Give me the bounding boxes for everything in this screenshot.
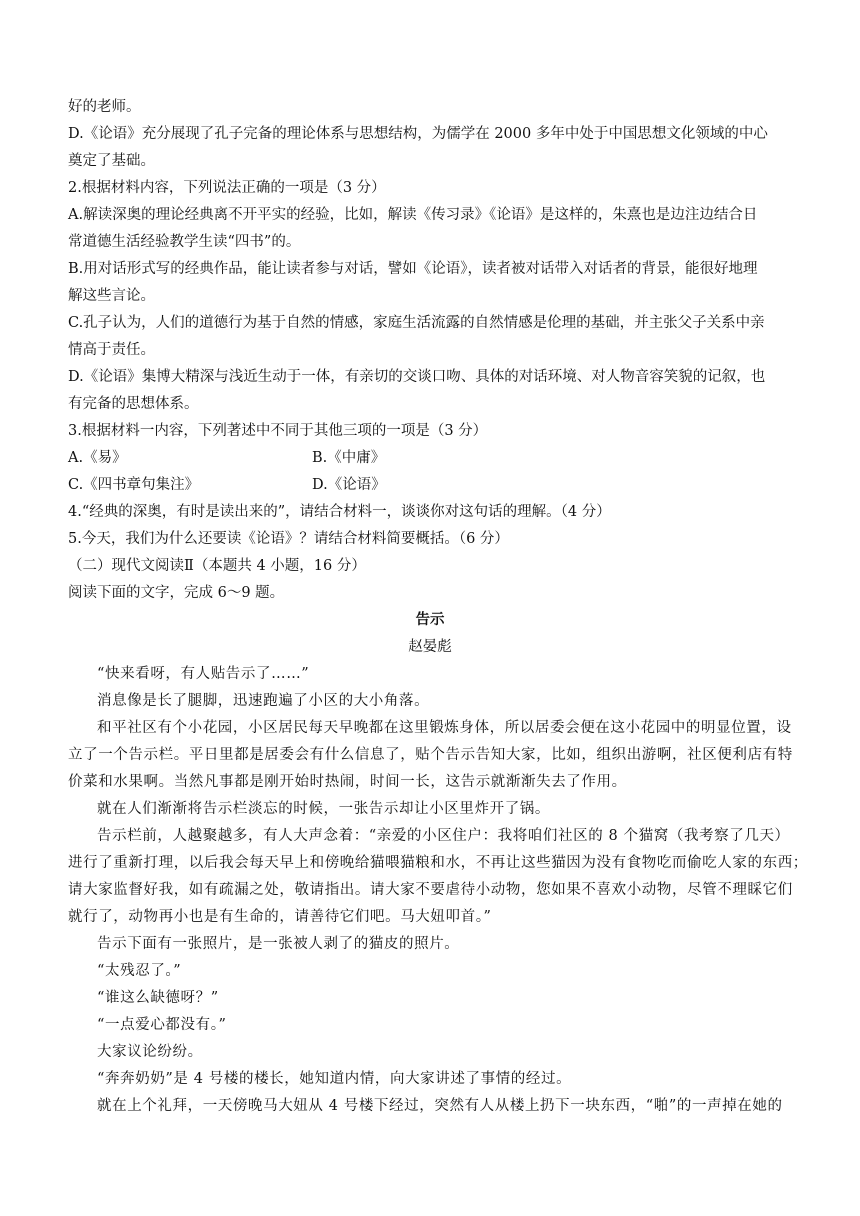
- text-line: 告示栏前，人越聚越多，有人大声念着：“亲爱的小区住户：我将咱们社区的 8 个猫窝（我考察了几天）: [97, 828, 790, 844]
- text-line: 就行了，动物再小也是有生命的，请善待它们吧。马大妞叩首。”: [68, 909, 492, 925]
- text-line: 常道德生活经验教学生读“四书”的。: [68, 234, 301, 250]
- text-line: 告示下面有一张照片，是一张被人剥了的猫皮的照片。: [97, 936, 460, 952]
- text-line: D.《论语》集博大精深与浅近生动于一体，有亲切的交谈口吻、具体的对话环境、对人物音容笑貌的记叙，也: [68, 369, 766, 385]
- story-body: [68, 661, 808, 1120]
- text-line: “一点爱心都没有。”: [97, 1017, 227, 1033]
- text-line: A.解读深奥的理论经典离不开平实的经验，比如，解读《传习录》《论语》是这样的，朱熹也是边注边结合日: [68, 207, 758, 223]
- question-block: [68, 94, 792, 445]
- text-line: 4.“经典的深奥，有时是读出来的”，请结合材料一，谈谈你对这句话的理解。（4 分）: [68, 504, 611, 520]
- text-line: 5.今天，我们为什么还要读《论语》？请结合材料简要概括。（6 分）: [68, 531, 509, 547]
- text-line: 2.根据材料内容，下列说法正确的一项是（3 分）: [68, 180, 386, 196]
- text-line: D.《论语》充分展现了孔子完备的理论体系与思想结构，为儒学在 2000 多年中处于中国思想文化领域的中心: [68, 126, 768, 142]
- text-line: 请大家监督好我，如有疏漏之处，敬请指出。请大家不要虐待小动物，您如果不喜欢小动物，尽管不理睬它们: [68, 882, 793, 898]
- text-line: “太残忍了。”: [97, 963, 182, 979]
- text-line: C.孔子认为，人们的道德行为基于自然的情感，家庭生活流露的自然情感是伦理的基础，并主张父子关系中亲: [68, 315, 765, 331]
- text-line: 阅读下面的文字，完成 6～9 题。: [68, 585, 285, 601]
- option-d: D.《论语》: [312, 477, 386, 493]
- text-line: 就在上个礼拜，一天傍晚马大妞从 4 号楼下经过，突然有人从楼上扔下一块东西，“啪”的一声掉在她的: [97, 1098, 783, 1114]
- text-line: 3.根据材料一内容，下列著述中不同于其他三项的一项是（3 分）: [68, 423, 488, 439]
- text-line: “快来看呀，有人贴告示了……”: [97, 666, 310, 682]
- text-line: B.用对话形式写的经典作品，能让读者参与对话，譬如《论语》，读者被对话带入对话者的背景，能很好地理: [68, 261, 758, 277]
- text-line: 好的老师。: [68, 99, 141, 115]
- option-b: B.《中庸》: [312, 450, 386, 466]
- option-c: C.《四书章句集注》: [68, 477, 200, 493]
- text-line: 大家议论纷纷。: [97, 1044, 203, 1060]
- document-body: [68, 94, 808, 1120]
- text-line: “谁这么缺德呀？”: [97, 990, 219, 1006]
- text-line: 解这些言论。: [68, 288, 155, 304]
- text-line: 情高于责任。: [68, 342, 155, 358]
- story-author: 赵晏彪: [408, 639, 452, 655]
- text-line: 立了一个告示栏。平日里都是居委会有什么信息了，贴个告示告知大家，比如，组织出游啊，社区便利店有特: [68, 747, 793, 763]
- text-line: 价菜和水果啊。当然凡事都是刚开始时热闹，时间一长，这告示就渐渐失去了作用。: [68, 774, 627, 790]
- text-line: （二）现代文阅读Ⅱ（本题共 4 小题，16 分）: [68, 558, 366, 574]
- option-a: A.《易》: [68, 450, 127, 466]
- option-row: [68, 472, 792, 499]
- text-line: 进行了重新打理，以后我会每天早上和傍晚给猫喂猫粮和水，不再让这些猫因为没有食物吃而偷吃人家的东西；: [68, 855, 808, 871]
- text-line: 奠定了基础。: [68, 153, 155, 169]
- text-line: “奔奔奶奶”是 4 号楼的楼长，她知道内情，向大家讲述了事情的经过。: [97, 1071, 572, 1087]
- story-title: 告示: [415, 612, 445, 628]
- text-line: 有完备的思想体系。: [68, 396, 199, 412]
- option-row: [68, 445, 792, 472]
- text-line: 就在人们渐渐将告示栏淡忘的时候，一张告示却让小区里炸开了锅。: [97, 801, 550, 817]
- text-line: 消息像是长了腿脚，迅速跑遍了小区的大小角落。: [97, 693, 430, 709]
- question-block-2: [68, 499, 792, 607]
- text-line: 和平社区有个小花园，小区居民每天早晚都在这里锻炼身体，所以居委会便在这小花园中的明显位置，设: [97, 720, 792, 736]
